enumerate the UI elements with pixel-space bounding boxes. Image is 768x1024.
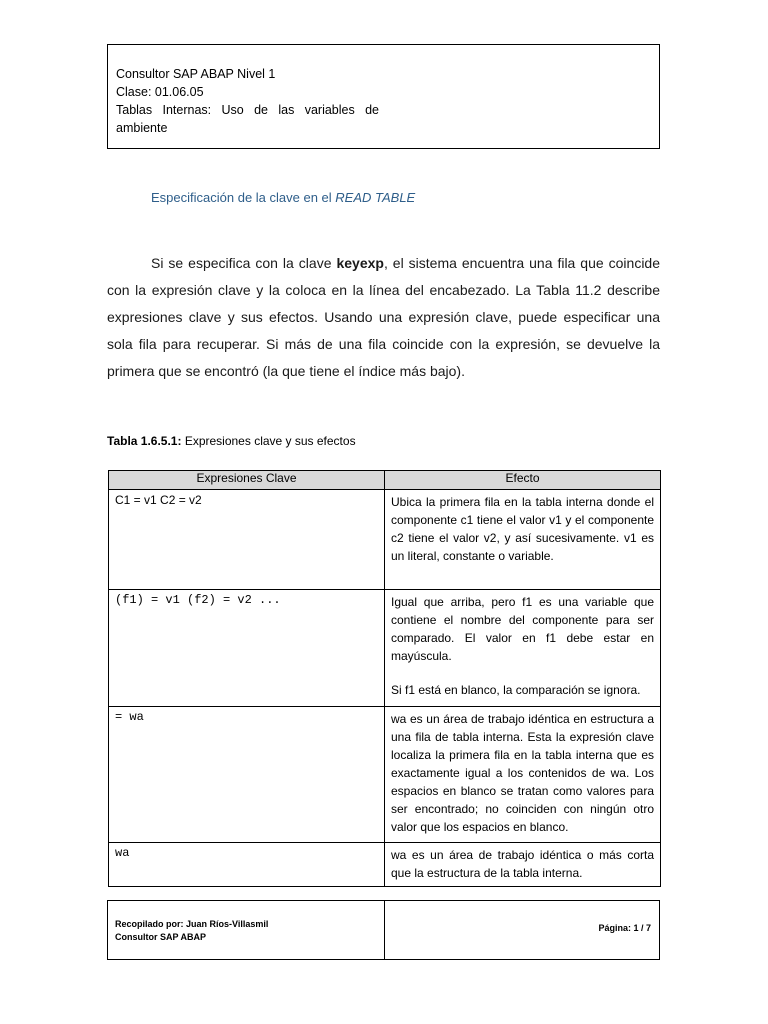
subtitle-emphasis: READ TABLE <box>335 190 416 205</box>
table-caption-text: Expresiones clave y sus efectos <box>181 434 356 448</box>
effect-cell <box>385 590 661 707</box>
document-footer-box <box>107 900 660 960</box>
table-row <box>109 707 661 843</box>
class-number: Clase: 01.06.05 <box>116 85 204 99</box>
section-subtitle <box>151 190 415 205</box>
effect-note: Si f1 está en blanco, la comparación se ignora. <box>391 683 641 697</box>
table-row <box>109 843 661 887</box>
effect-text: Igual que arriba, pero f1 es una variable que contiene el nombre del componente para ser comparado. El valor en f1 debe estar en mayúscula. <box>391 595 654 663</box>
table-caption-number: Tabla 1.6.5.1: <box>107 434 182 448</box>
footer-author <box>115 918 268 944</box>
column-header-effect: Efecto <box>385 471 661 490</box>
paragraph-start: Si se especifica con la clave <box>151 255 337 271</box>
column-header-key: Expresiones Clave <box>109 471 385 490</box>
body-paragraph <box>107 250 660 385</box>
subtitle-text: Especificación de la clave en el <box>151 190 336 205</box>
key-cell: C1 = v1 C2 = v2 <box>109 490 385 590</box>
key-expressions-table <box>108 470 661 887</box>
effect-cell <box>385 843 661 887</box>
table-caption <box>107 434 356 448</box>
key-cell: wa <box>109 843 385 887</box>
course-title: Consultor SAP ABAP Nivel 1 <box>116 67 276 81</box>
topic-title-line1: Tablas Internas: Uso de las variables de <box>116 103 379 117</box>
topic-title-line2: ambiente <box>116 121 168 135</box>
footer-page-number: Página: 1 / 7 <box>598 923 651 933</box>
key-cell: (f1) = v1 (f2) = v2 ... <box>109 590 385 707</box>
effect-cell <box>385 707 661 843</box>
key-cell: = wa <box>109 707 385 843</box>
document-header-box <box>107 44 660 149</box>
paragraph-rest: , el sistema encuentra una fila que coincide con la expresión clave y la coloca en la línea del encabezado. La Tabla 11.2 describe expresiones clave y sus efectos. Usando una expresión clave, puede especificar una sola fila para recuperar. Si más de una fila coincide con la expresión, se devuelve la primera que se encontró (la que tiene el índice más bajo). <box>107 255 661 379</box>
effect-text: wa es un área de trabajo idéntica o más corta que la estructura de la tabla interna. <box>391 848 654 880</box>
footer-compiled-by: Recopilado por: Juan Ríos-Villasmil <box>115 919 269 929</box>
table-row <box>109 490 661 590</box>
table-header-row <box>109 471 661 490</box>
effect-text: Ubica la primera fila en la tabla interna donde el componente c1 tiene el valor v1 y el componente c2 tiene el valor v2, y así sucesivamente. v1 es un literal, constante o variable. <box>391 495 654 563</box>
keyword-keyexp: keyexp <box>336 255 384 271</box>
footer-divider <box>384 901 385 959</box>
effect-text: wa es un área de trabajo idéntica en estructura a una fila de tabla interna. Esta la expresión clave localiza la primera fila en la tabla interna que es exactamente igual a los contenidos de wa. Los espacios en blanco se tratan como valores para ser encontrado; no coinciden con ningún otro valor que los espacios en blanco. <box>391 712 654 834</box>
footer-role: Consultor SAP ABAP <box>115 932 207 942</box>
effect-cell <box>385 490 661 590</box>
table-row <box>109 590 661 707</box>
